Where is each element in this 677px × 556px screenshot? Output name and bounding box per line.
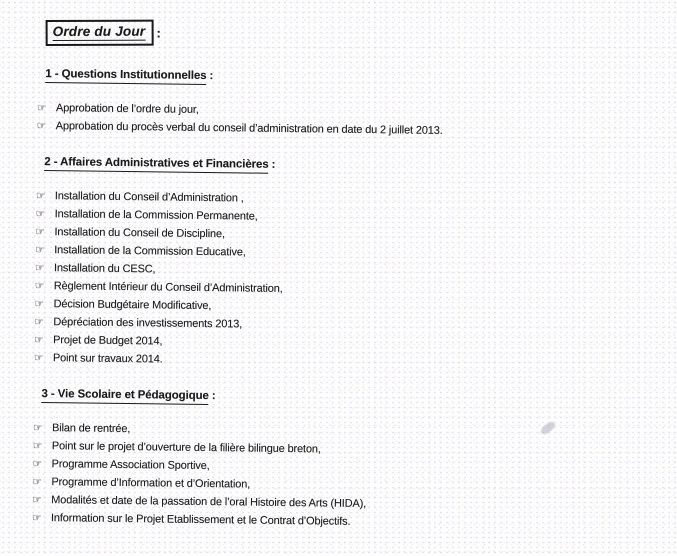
list-item-text: Point sur le projet d’ouverture de la filière bilingue breton, (51, 440, 321, 456)
list-item-text: Programme d’Information et d’Orientation, (51, 476, 251, 491)
list-item-text: Installation du CESC, (53, 262, 156, 276)
list-item-text: Point sur travaux 2014. (52, 352, 163, 366)
section-3-heading (41, 386, 651, 409)
pointing-hand-bullet-icon: ☞ (32, 475, 42, 488)
pointing-hand-bullet-icon: ☞ (33, 351, 44, 364)
section-heading-colon: : (211, 390, 216, 403)
section-heading-text: 1 - Questions Institutionnelles (45, 68, 206, 84)
pointing-hand-bullet-icon: ☞ (35, 243, 45, 256)
pointing-hand-bullet-icon: ☞ (34, 261, 45, 274)
document-title-box (46, 20, 154, 46)
list-item-text: Installation du Conseil de Discipline, (54, 226, 225, 241)
title-row (46, 20, 656, 54)
section-1-items (37, 99, 655, 143)
pointing-hand-bullet-icon: ☞ (32, 457, 42, 470)
section-2 (33, 154, 655, 374)
pointing-hand-bullet-icon: ☞ (35, 225, 45, 238)
section-heading-colon: : (271, 158, 276, 171)
section-heading-text: 3 - Vie Scolaire et Pédagogique (41, 388, 209, 405)
section-1-heading (45, 66, 655, 89)
pointing-hand-bullet-icon: ☞ (35, 207, 45, 221)
list-item-text: Installation de la Commission Educative, (54, 244, 246, 259)
section-3-items (32, 419, 651, 535)
pointing-hand-bullet-icon: ☞ (34, 333, 44, 346)
list-item-text: Dépréciation des investissements 2013, (53, 316, 243, 331)
list-item-text: Règlement Intérieur du Conseil d’Administration, (53, 280, 283, 295)
list-item-text: Information sur le Projet Etablissement et le Contrat d’Objectifs. (50, 512, 351, 528)
section-3 (31, 386, 652, 534)
section-2-heading (44, 154, 654, 177)
pointing-hand-bullet-icon: ☞ (31, 511, 42, 524)
pointing-hand-bullet-icon: ☞ (34, 315, 44, 328)
section-1 (36, 66, 656, 142)
list-item-text: Bilan de rentrée, (51, 422, 131, 436)
document-title-colon: : (156, 25, 161, 41)
pointing-hand-bullet-icon: ☞ (35, 189, 46, 203)
pointing-hand-bullet-icon: ☞ (36, 119, 47, 133)
pointing-hand-bullet-icon: ☞ (32, 439, 43, 452)
pointing-hand-bullet-icon: ☞ (32, 421, 43, 434)
list-item-text: Projet de Budget 2014, (53, 334, 163, 348)
sections-container (31, 66, 656, 534)
list-item-text: Approbation de l’ordre du jour, (55, 102, 199, 116)
list-item-text: Décision Budgétaire Modificative, (53, 298, 212, 313)
pointing-hand-bullet-icon: ☞ (36, 101, 47, 115)
list-item-text: Installation du Conseil d’Administration , (54, 190, 244, 205)
pointing-hand-bullet-icon: ☞ (34, 279, 45, 292)
pointing-hand-bullet-icon: ☞ (34, 297, 44, 310)
document-content (31, 20, 656, 534)
section-heading-text: 2 - Affaires Administratives et Financières (44, 156, 268, 173)
section-heading-colon: : (209, 70, 214, 83)
list-item-text: Programme Association Sportive, (51, 458, 210, 473)
list-item-text: Approbation du procès verbal du conseil d’administration en date du 2 juillet 2013. (55, 120, 443, 137)
pointing-hand-bullet-icon: ☞ (32, 493, 42, 506)
section-2-items (34, 187, 654, 375)
list-item-text: Modalités et date de la passation de l’oral Histoire des Arts (HIDA), (51, 494, 367, 510)
document-title: Ordre du Jour (52, 23, 146, 39)
list-item-text: Installation de la Commission Permanente, (54, 208, 258, 223)
